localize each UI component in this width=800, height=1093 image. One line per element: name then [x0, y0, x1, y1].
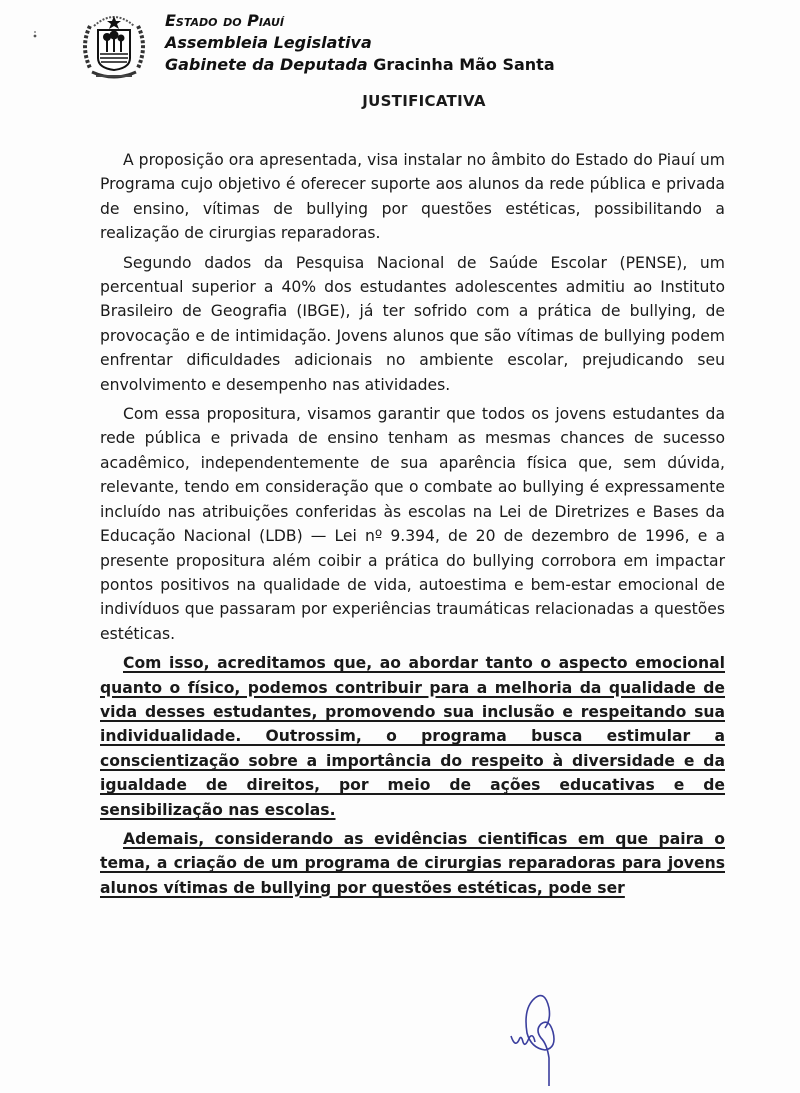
underlined-text: Com isso, acreditamos que, ao abordar tanto o aspecto emocional quanto o físico, podemos contribuir para a melhoria da qualidade de vida desses estudantes, promovendo sua inclusão e respeitando sua individualidade. Outrossim, o programa busca estimular a conscientização sobre a importância do respeito à diversidade e da igualdade de direitos, por meio de ações educativas e de sensibilização nas escolas. — [100, 654, 725, 819]
title-text: JUSTIFICATIVA — [362, 92, 486, 110]
paragraph-pense-data: Segundo dados da Pesquisa Nacional de Saúde Escolar (PENSE), um percentual superior a 40% dos estudantes adolescentes admitiu ao Instituto Brasileiro de Geografia (IBGE), já ter sofrido com a prática de bullying, de provocação e de intimidação. Jovens alunos que são vítimas de bullying podem enfrentar dificuldades adicionais no ambiente escolar, prejudicando seu envolvimento e desempenho nas atividades. — [100, 253, 725, 394]
paragraph-emotional-physical — [100, 651, 725, 822]
handwritten-signature — [505, 988, 575, 1088]
letterhead-text — [165, 10, 555, 76]
document-body — [100, 148, 725, 905]
underlined-text: Ademais, considerando as evidências cientificas em que paira o tema, a criação de um programa de cirurgias reparadoras para jovens alunos vítimas de bullying por questões estéticas, pode ser — [100, 829, 725, 897]
letterhead — [76, 6, 596, 86]
office-prefix: Gabinete da Deputada — [165, 55, 368, 74]
state-name: Estado do Piauí — [165, 11, 284, 30]
paragraph-intro: A proposição ora apresentada, visa instalar no âmbito do Estado do Piauí um Programa cujo objetivo é oferecer suporte aos alunos da rede pública e privada de ensino, vítimas de bullying por questões estéticas, possibilitando a realização de cirurgias reparadoras. — [100, 151, 725, 243]
state-seal-icon — [76, 6, 152, 84]
paragraph-objective: Com essa propositura, visamos garantir que todos os jovens estudantes da rede pública e privada de ensino tenham as mesmas chances de sucesso acadêmico, independentemente de sua aparência física que, sem dúvida, relevante, tendo em consideração que o combate ao bullying é expressamente incluído nas atribuições conferidas às escolas na Lei de Diretrizes e Bases da Educação Nacional (LDB) — Lei nº 9.394, de 20 de dezembro de 1996, e a presente propositura além coibir a prática do bullying corrobora em impactar pontos positivos na qualidade de vida, autoestima e bem-estar emocional de indivíduos que passaram por experiências traumáticas relacionadas a questões estéticas. — [100, 405, 725, 643]
office-line — [165, 54, 555, 76]
document-title — [0, 92, 800, 110]
assembly-name: Assembleia Legislativa — [165, 33, 372, 52]
deputy-name: Gracinha Mão Santa — [373, 55, 555, 74]
scan-speck-icon — [32, 30, 38, 38]
paragraph-scientific-evidence — [100, 827, 725, 900]
